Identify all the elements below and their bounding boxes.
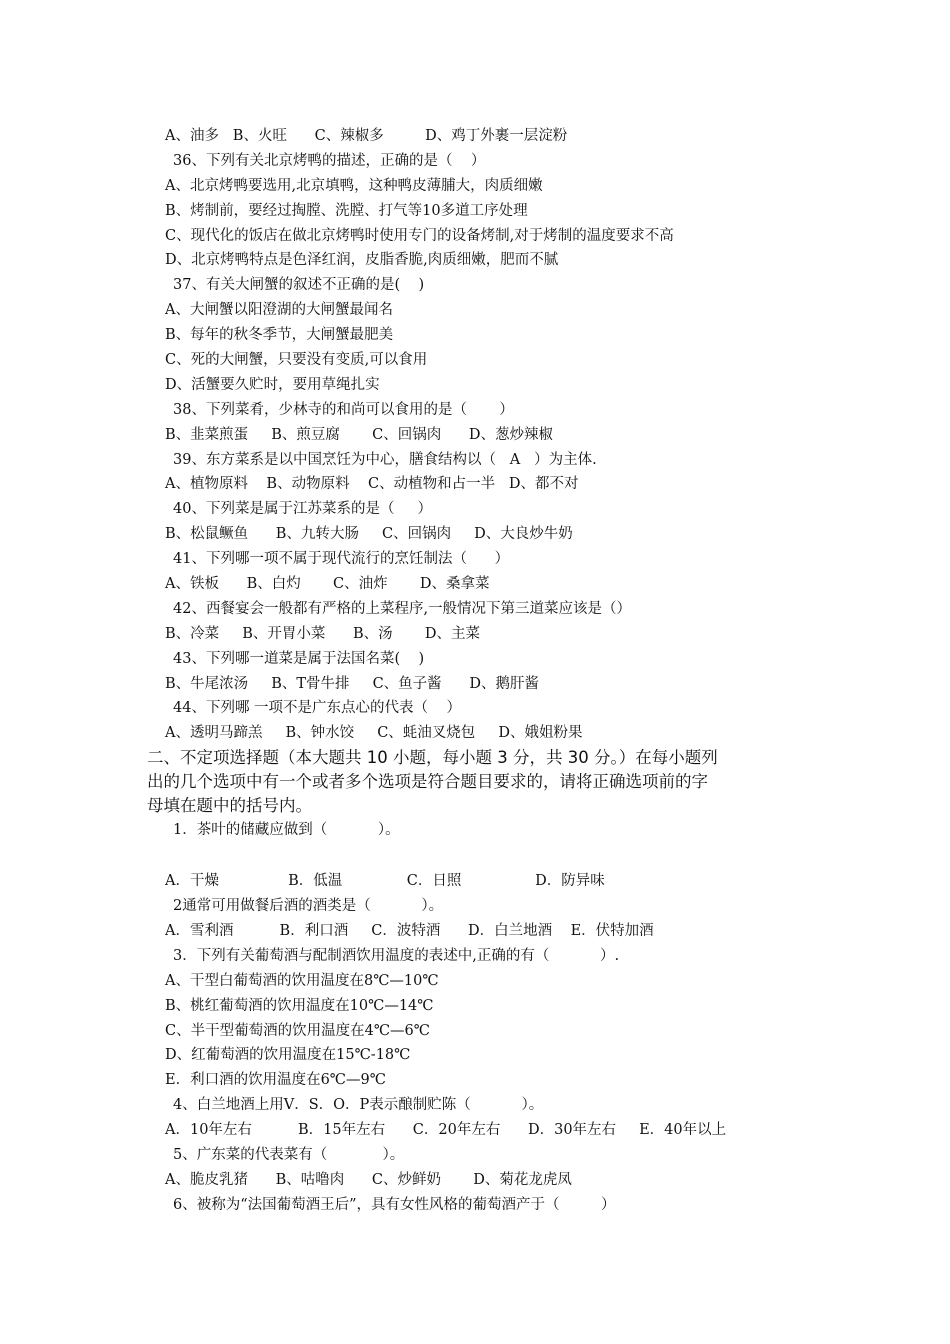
question-line: B、韭菜煎蛋 B、煎豆腐 C、回锅肉 D、葱炒辣椒 <box>165 426 553 443</box>
question-line: A、植物原料 B、动物原料 C、动植物和占一半 D、都不对 <box>165 476 579 493</box>
question-line: A．10年左右 B．15年左右 C．20年左右 D．30年左右 E．40年以上 <box>165 1122 727 1139</box>
question-line: A、干型白葡萄酒的饮用温度在8℃—10℃ <box>165 972 439 989</box>
question-line: C、现代化的饭店在做北京烤鸭时使用专门的设备烤制,对于烤制的温度要求不高 <box>165 227 674 244</box>
question-line: 5、广东菜的代表菜有（ ）。 <box>173 1146 405 1163</box>
question-line: B、桃红葡萄酒的饮用温度在10℃—14℃ <box>165 997 434 1014</box>
question-line: B、每年的秋冬季节，大闸蟹最肥美 <box>165 327 394 344</box>
section-line-3: 母填在题中的括号内。 <box>147 796 312 816</box>
question-line: A、脆皮乳猪 B、咕噜肉 C、炒鲜奶 D、菊花龙虎凤 <box>165 1171 572 1188</box>
question-line: C、死的大闸蟹，只要没有变质,可以食用 <box>165 352 428 369</box>
section-heading <box>0 746 950 818</box>
question-line: 38、下列菜肴，少林寺的和尚可以食用的是（ ） <box>173 401 514 418</box>
section-line-1: 二、不定项选择题（本大题共 10 小题，每小题 3 分，共 30 分。）在每小题列 <box>147 748 718 768</box>
question-line: 36、下列有关北京烤鸭的描述，正确的是（ ） <box>173 152 486 169</box>
question-line: A、油多 B、火旺 C、辣椒多 D、鸡丁外裹一层淀粉 <box>165 128 568 144</box>
question-line: B、冷菜 B、开胃小菜 B、汤 D、主菜 <box>165 625 481 642</box>
question-line: B、牛尾浓汤 B、T骨牛排 C、鱼子酱 D、鹅肝酱 <box>165 675 539 692</box>
section-line-2: 出的几个选项中有一个或者多个选项是符合题目要求的，请将正确选项前的字 <box>147 772 708 792</box>
question-line: A、大闸蟹以阳澄湖的大闸蟹最闻名 <box>165 302 393 319</box>
question-line: E．利口酒的饮用温度在6℃—9℃ <box>165 1072 386 1089</box>
question-line: B、烤制前，要经过掏膛、洗膛、打气等10多道工序处理 <box>165 202 528 219</box>
blank-gap <box>0 843 950 869</box>
question-line: 4、白兰地酒上用V．S．O．P表示酿制贮陈（ ）。 <box>173 1097 544 1114</box>
indefinite-choice-question-1 <box>0 818 950 843</box>
question-line: 40、下列菜是属于江苏菜系的是（ ） <box>173 501 432 518</box>
multiple-choice-questions <box>0 124 950 746</box>
question-line: 42、西餐宴会一般都有严格的上菜程序,一般情况下第三道菜应该是（） <box>173 600 632 617</box>
question-line: 3．下列有关葡萄酒与配制酒饮用温度的表述中,正确的有（ ）. <box>173 947 620 964</box>
question-line: A、透明马蹄羔 B、钟水饺 C、蚝油叉烧包 D、娥姐粉果 <box>165 725 583 742</box>
question-line: 2通常可用做餐后酒的酒类是（ ）。 <box>173 898 444 915</box>
question-line: 1．茶叶的储藏应做到（ ）。 <box>173 822 400 839</box>
question-line: 43、下列哪一道菜是属于法国名菜( ) <box>173 650 425 667</box>
question-line: 39、东方菜系是以中国烹饪为中心，膳食结构以（ A ）为主体. <box>173 451 597 468</box>
question-line: D、红葡萄酒的饮用温度在15℃-18℃ <box>165 1047 411 1064</box>
question-line: D、活蟹要久贮时，要用草绳扎实 <box>165 376 380 393</box>
question-line: C、半干型葡萄酒的饮用温度在4℃—6℃ <box>165 1022 430 1039</box>
question-line: A、铁板 B、白灼 C、油炸 D、桑拿菜 <box>165 576 490 593</box>
question-line: 41、下列哪一项不属于现代流行的烹饪制法（ ） <box>173 551 510 568</box>
question-line: D、北京烤鸭特点是色泽红润，皮脂香脆,肉质细嫩，肥而不腻 <box>165 252 559 269</box>
question-line: A．干燥 B．低温 C．日照 D．防异味 <box>165 873 605 890</box>
question-line: A．雪利酒 B．利口酒 C．波特酒 D．白兰地酒 E．伏特加酒 <box>165 922 654 939</box>
question-line: A、北京烤鸭要选用,北京填鸭，这种鸭皮薄脯大，肉质细嫩 <box>165 177 543 194</box>
question-line: 44、下列哪 一项不是广东点心的代表（ ） <box>173 700 461 717</box>
exam-content <box>0 124 950 1218</box>
question-line: 6、被称为“法国葡萄酒王后”，具有女性风格的葡萄酒产于（ ） <box>173 1196 616 1213</box>
question-line: B、松鼠鳜鱼 B、九转大肠 C、回锅肉 D、大良炒牛奶 <box>165 526 573 543</box>
indefinite-choice-questions <box>0 869 950 1217</box>
question-line: 37、有关大闸蟹的叙述不正确的是( ) <box>173 277 425 294</box>
